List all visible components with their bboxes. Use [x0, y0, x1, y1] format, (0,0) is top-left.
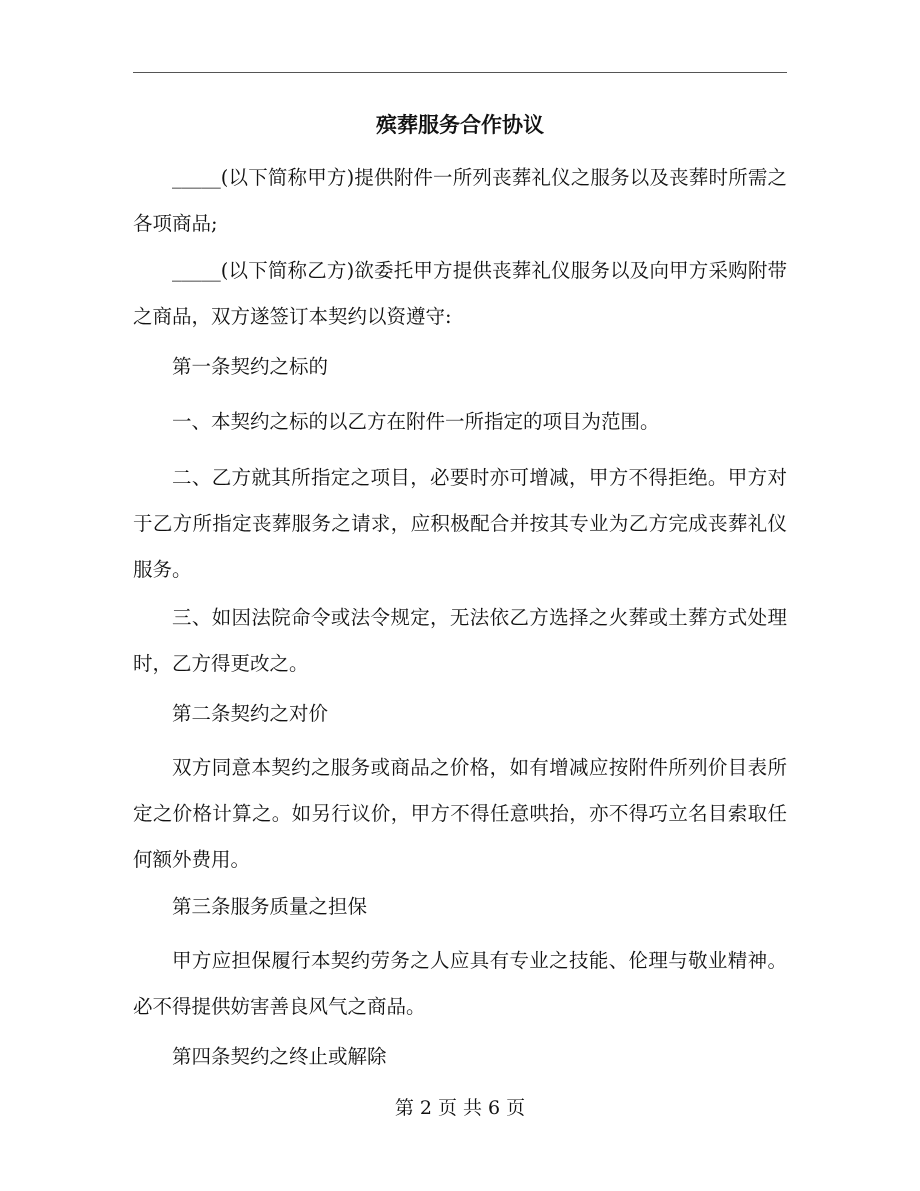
- footer-page-suffix: 页: [506, 1097, 526, 1119]
- paragraph-party-b: _____(以下简称乙方)欲委托甲方提供丧葬礼仪服务以及向甲方采购附带之商品，双方遂签订本契约以资遵守:: [133, 259, 787, 328]
- document-title: 殡葬服务合作协议: [376, 112, 544, 137]
- article-3-body: 甲方应担保履行本契约劳务之人应具有专业之技能、伦理与敬业精神。必不得提供妨害善良风气之商品。: [133, 949, 787, 1018]
- footer-page-prefix: 第: [394, 1097, 414, 1119]
- header-rule: [133, 72, 787, 73]
- article-1-clause-1: 一、本契约之标的以乙方在附件一所指定的项目为范围。: [172, 410, 660, 433]
- article-1-clause-3: 三、如因法院命令或法令规定，无法依乙方选择之火葬或土葬方式处理时，乙方得更改之。: [133, 606, 787, 675]
- footer-page-word: 页: [437, 1097, 457, 1119]
- article-3-heading: 第三条服务质量之担保: [172, 895, 368, 918]
- page-footer: [133, 1094, 787, 1122]
- footer-total-prefix: 共: [463, 1097, 483, 1119]
- article-1-heading: 第一条契约之标的: [172, 355, 329, 378]
- article-4-heading: 第四条契约之终止或解除: [172, 1045, 387, 1068]
- article-2-body: 双方同意本契约之服务或商品之价格，如有增减应按附件所列价目表所定之价格计算之。如另行议价，甲方不得任意哄抬，亦不得巧立名目索取任何额外费用。: [133, 756, 787, 871]
- paragraph-party-a: _____(以下简称甲方)提供附件一所列丧葬礼仪之服务以及丧葬时所需之各项商品;: [133, 166, 787, 235]
- footer-total-pages: 6: [488, 1097, 501, 1119]
- article-1-clause-2: 二、乙方就其所指定之项目，必要时亦可增减，甲方不得拒绝。甲方对于乙方所指定丧葬服务之请求，应积极配合并按其专业为乙方完成丧葬礼仪服务。: [133, 466, 787, 581]
- footer-current-page: 2: [419, 1097, 432, 1119]
- article-2-heading: 第二条契约之对价: [172, 702, 329, 725]
